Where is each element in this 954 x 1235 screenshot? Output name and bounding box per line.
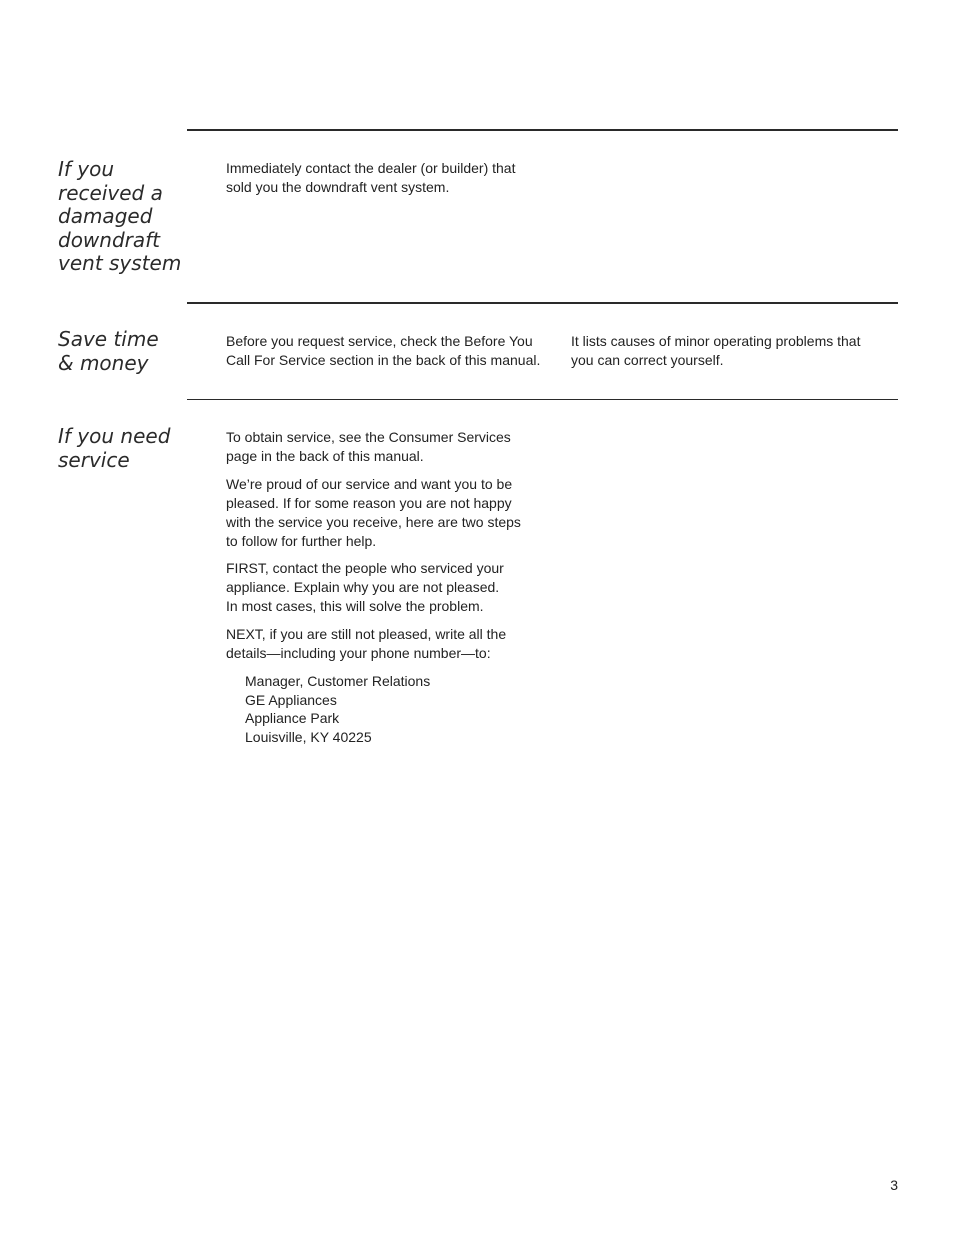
damaged-instructions-text: Immediately contact the dealer (or builder) that sold you the downdraft vent system.	[226, 160, 516, 195]
section-divider-top	[187, 129, 898, 131]
address-line: GE Appliances	[245, 691, 337, 708]
address-line: Louisville, KY 40225	[245, 729, 372, 746]
save-time-text-right: It lists causes of minor operating problems that you can correct yourself.	[571, 333, 861, 368]
page-number: 3	[890, 1177, 898, 1193]
heading-save-time-money: Save time & money	[58, 327, 159, 375]
service-paragraph-next: NEXT, if you are still not pleased, write all the details—including your phone number—to:	[226, 626, 507, 661]
address-line: Manager, Customer Relations	[245, 673, 431, 689]
service-paragraph-first: FIRST, contact the people who serviced your appliance. Explain why you are not pleased. In most cases, this will solve the problem.	[226, 560, 504, 614]
section-divider-service	[187, 399, 898, 400]
mailing-address	[245, 672, 430, 747]
address-line: Appliance Park	[245, 710, 340, 727]
heading-damaged-vent-system: If you received a damaged downdraft vent system	[58, 157, 182, 275]
service-paragraph-obtain: To obtain service, see the Consumer Services page in the back of this manual.	[226, 429, 511, 464]
section-divider-save-time	[187, 302, 898, 304]
save-time-text-left: Before you request service, check the Before You Call For Service section in the back of this manual.	[226, 333, 541, 368]
heading-if-you-need-service: If you need service	[58, 424, 171, 472]
service-paragraph-proud: We’re proud of our service and want you to be pleased. If for some reason you are not happy with the service you receive, here are two steps to follow for further help.	[226, 476, 521, 549]
